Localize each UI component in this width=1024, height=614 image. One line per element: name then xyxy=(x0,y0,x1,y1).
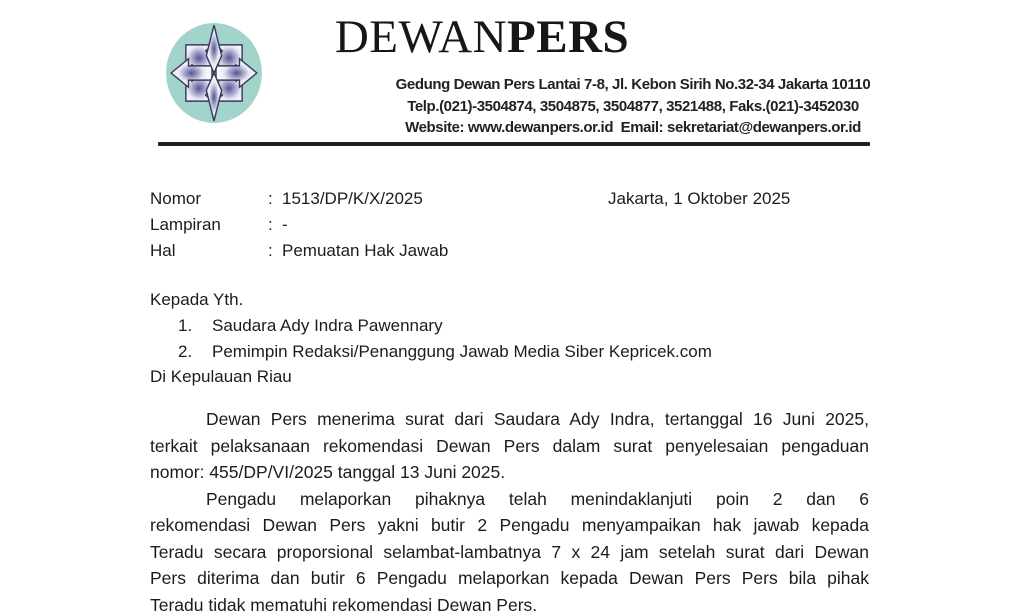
dateline: Jakarta, 1 Oktober 2025 xyxy=(608,189,791,208)
paragraph-1 xyxy=(150,406,869,486)
org-name-regular: DEWAN xyxy=(334,11,508,63)
paragraph-line: Pers diterima dan butir 6 Pengadu melaporkan kepada Dewan Pers Pers bila pihak xyxy=(150,568,869,588)
org-name xyxy=(302,10,662,64)
paragraph-line: Pengadu melaporkan pihaknya telah menindaklanjuti poin 2 dan 6 xyxy=(206,488,869,509)
letterhead-address xyxy=(383,74,883,139)
paragraph-line: Dewan Pers menerima surat dari Saudara Ady Indra, tertanggal 16 Juni 2025, xyxy=(206,409,869,429)
address-line-3: Website: www.dewanpers.or.id Email: sekretariat@dewanpers.or.id xyxy=(405,119,861,136)
dewan-pers-logo xyxy=(163,20,265,126)
paragraph-line: terkait pelaksanaan rekomendasi Dewan Pers dalam surat penyelesaian pengaduan xyxy=(150,435,869,456)
address-line-1: Gedung Dewan Pers Lantai 7-8, Jl. Kebon Sirih No.32-34 Jakarta 10110 xyxy=(395,76,871,93)
meta-row-lampiran xyxy=(150,212,872,238)
letter-meta xyxy=(150,186,872,264)
meta-label-hal: Hal xyxy=(150,241,176,260)
address-line-2: Telp.(021)-3504874, 3504875, 3504877, 3521488, Faks.(021)-3452030 xyxy=(407,97,859,115)
meta-colon: : xyxy=(268,215,273,234)
meta-colon: : xyxy=(268,241,273,260)
meta-row-hal xyxy=(150,238,872,264)
recipient-item-number: 2. xyxy=(178,341,193,361)
paragraph-line: nomor: 455/DP/VI/2025 tanggal 13 Juni 2025. xyxy=(150,462,506,482)
meta-value-hal: Pemuatan Hak Jawab xyxy=(282,241,449,260)
letter-body xyxy=(150,406,869,614)
paragraph-line: Teradu secara proporsional selambat-lambatnya 7 x 24 jam setelah surat dari Dewan xyxy=(150,541,869,562)
paragraph-2 xyxy=(150,486,869,614)
paragraph-line: rekomendasi Dewan Pers yakni butir 2 Pengadu menyampaikan hak jawab kepada xyxy=(150,515,869,535)
recipient-item xyxy=(150,339,872,365)
recipient-item xyxy=(150,313,872,339)
letterhead xyxy=(0,0,1024,148)
recipient-item-text: Pemimpin Redaksi/Penanggung Jawab Media Siber Kepricek.com xyxy=(212,341,712,361)
meta-value-nomor: 1513/DP/K/X/2025 xyxy=(282,189,423,208)
recipient-salutation: Kepada Yth. xyxy=(150,290,244,309)
org-name-bold: PERS xyxy=(507,11,630,63)
recipient-block xyxy=(150,287,872,390)
recipient-item-text: Saudara Ady Indra Pawennary xyxy=(212,315,443,335)
meta-label-nomor: Nomor xyxy=(150,189,202,208)
recipient-item-number: 1. xyxy=(178,315,193,335)
paragraph-line: Teradu tidak mematuhi rekomendasi Dewan Pers. xyxy=(150,594,538,614)
recipient-location: Di Kepulauan Riau xyxy=(150,367,292,387)
eight-arrow-compass-star-icon xyxy=(163,20,265,126)
meta-label-lampiran: Lampiran xyxy=(150,215,221,234)
meta-colon: : xyxy=(268,189,273,208)
letterhead-divider xyxy=(158,142,870,146)
meta-value-lampiran: - xyxy=(282,215,288,234)
